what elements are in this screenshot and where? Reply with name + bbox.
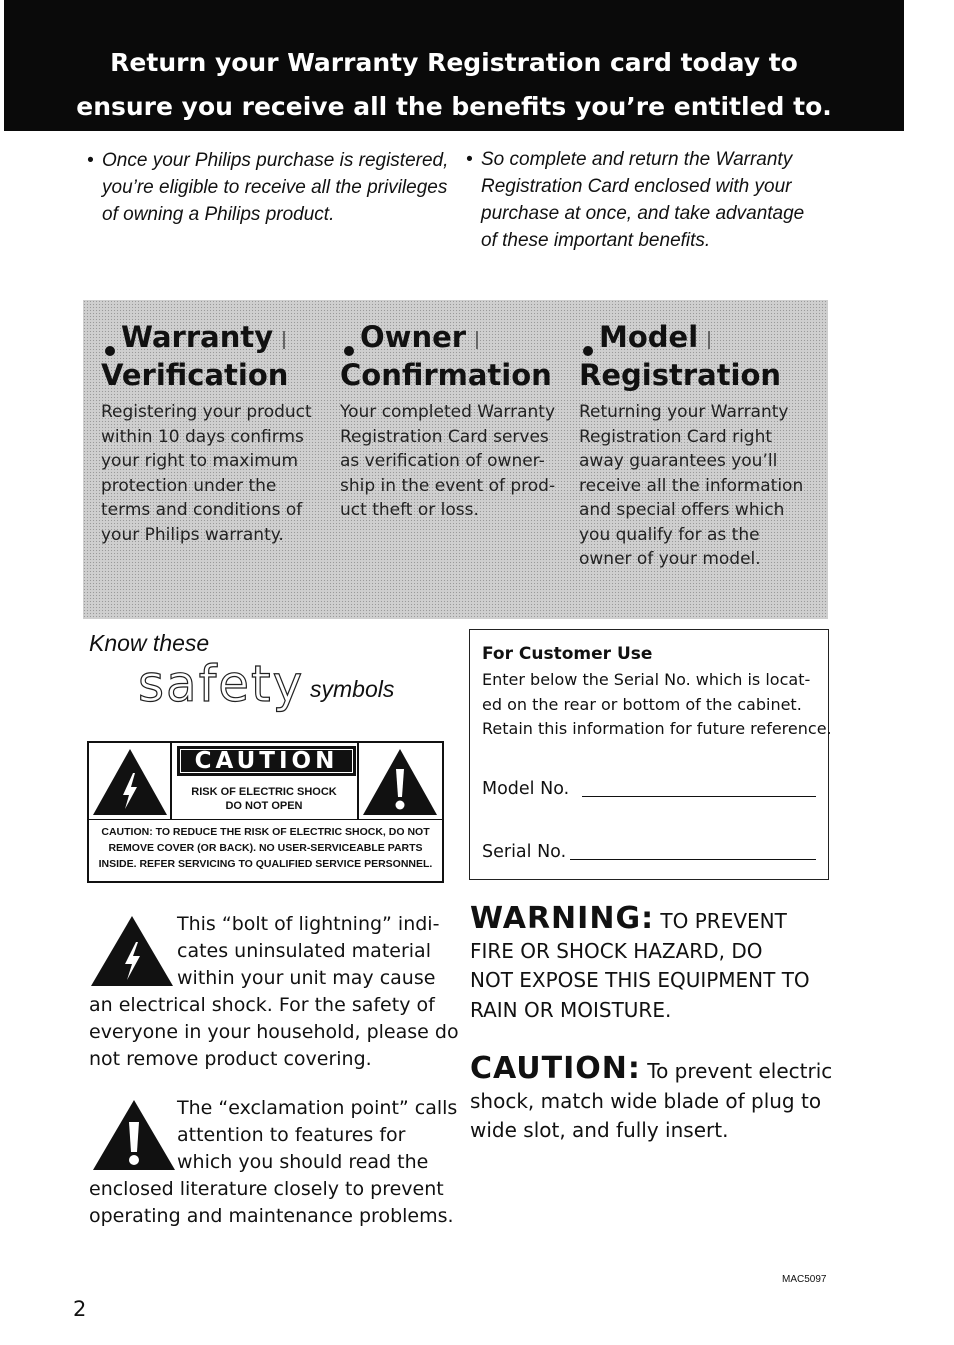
bullet-right: • So complete and return the Warranty Registration Card enclosed with your purchase at once, and take advantage of these important benefits. xyxy=(466,149,805,251)
bullet-right-line: So complete and return the Warranty xyxy=(481,149,793,170)
caution-heading: CAUTION: xyxy=(470,1051,641,1086)
exclamation-line: enclosed literature closely to prevent xyxy=(89,1178,444,1200)
exclamation-line: operating and maintenance problems. xyxy=(89,1205,454,1227)
lightning-triangle-icon xyxy=(89,914,175,988)
banner-line-1: Return your Warranty Registration card today to xyxy=(110,48,798,77)
benefit-model-registration xyxy=(579,318,814,572)
lightning-line: everyone in your household, please do xyxy=(89,1021,459,1043)
warning-line: TO PREVENT xyxy=(660,909,787,933)
warning-line: NOT EXPOSE THIS EQUIPMENT TO xyxy=(470,968,810,992)
benefit-text: Your completed Warranty Registration Card serves as verification of owner- ship in the event of prod- uct theft or loss. xyxy=(340,402,556,520)
caution-label-box xyxy=(87,741,444,883)
caution-label: CAUTION xyxy=(177,746,356,776)
banner-line-2: ensure you receive all the benefits you’re entitled to. xyxy=(76,92,832,121)
lightning-triangle-icon xyxy=(91,747,169,817)
bullet-left-line: of owning a Philips product. xyxy=(102,204,335,225)
benefit-subtitle: Registration xyxy=(579,358,782,392)
bullet-left-line: Once your Philips purchase is registered, xyxy=(102,150,449,171)
header-banner xyxy=(4,0,904,131)
warning-line: FIRE OR SHOCK HAZARD, DO xyxy=(470,938,763,963)
customer-use-title: For Customer Use xyxy=(482,644,653,664)
benefit-title: Owner xyxy=(360,320,467,354)
caution-line: shock, match wide blade of plug to xyxy=(470,1088,822,1113)
benefit-warranty-verification xyxy=(101,318,326,547)
serial-no-field[interactable] xyxy=(570,859,816,860)
model-no-field[interactable] xyxy=(582,796,816,797)
bullet-right-line: purchase at once, and take advantage xyxy=(481,203,805,224)
model-code: MAC5097 xyxy=(782,1274,827,1285)
page-number: 2 xyxy=(73,1297,87,1321)
lightning-line: an electrical shock. For the safety of xyxy=(89,994,435,1016)
caution-body xyxy=(93,824,438,872)
caution-line: To prevent electric xyxy=(647,1059,833,1083)
benefit-text: Returning your Warranty Registration Card right away guarantees you’ll receive all the information and special offers which you qualify for as the owner of your model. xyxy=(579,402,804,569)
exclamation-line: which you should read the xyxy=(177,1151,429,1173)
lightning-line: within your unit may cause xyxy=(177,967,436,989)
benefit-title: Warranty xyxy=(121,320,274,354)
benefit-title: Model xyxy=(599,320,699,354)
lightning-line: This “bolt of lightning” indi- xyxy=(177,913,440,935)
benefit-subtitle: Confirmation xyxy=(340,358,552,392)
warning-block xyxy=(470,901,910,1025)
bullet-left-line: you’re eligible to receive all the privileges xyxy=(102,177,448,198)
benefits-panel xyxy=(83,300,828,619)
safety-word: safety xyxy=(138,655,305,713)
customer-use-box xyxy=(469,629,832,880)
serial-no-label: Serial No. xyxy=(482,842,567,862)
caution-block xyxy=(470,1051,910,1146)
symbols-label: symbols xyxy=(310,676,395,702)
bullet-right-line: of these important benefits. xyxy=(481,230,711,251)
lightning-line: cates uninsulated material xyxy=(177,940,431,962)
exclamation-triangle-icon xyxy=(361,747,439,817)
warning-line: RAIN OR MOISTURE. xyxy=(470,997,672,1022)
caution-line: wide slot, and fully insert. xyxy=(470,1118,729,1142)
caution-body-line: REMOVE COVER (OR BACK). NO USER-SERVICEABLE PARTS xyxy=(108,842,423,854)
caution-body-line: INSIDE. REFER SERVICING TO QUALIFIED SERVICE PERSONNEL. xyxy=(98,858,433,870)
exclamation-triangle-icon xyxy=(91,1098,177,1172)
bullet-right-line: Registration Card enclosed with your xyxy=(481,176,792,197)
bullet-left: • Once your Philips purchase is registered, you’re eligible to receive all the privileges of owning a Philips product. xyxy=(87,150,449,225)
model-no-label: Model No. xyxy=(482,779,570,799)
caution-body-line: CAUTION: TO REDUCE THE RISK OF ELECTRIC SHOCK, DO NOT xyxy=(101,826,430,838)
benefit-text: Registering your product within 10 days confirms your right to maximum protection under the terms and conditions of your Philips warranty. xyxy=(101,402,312,545)
risk-line: RISK OF ELECTRIC SHOCK xyxy=(191,786,337,798)
warning-heading: WARNING: xyxy=(470,901,655,936)
customer-use-text: Enter below the Serial No. which is locat- ed on the rear or bottom of the cabinet. Retain this information for future reference. xyxy=(482,670,832,738)
exclamation-line: The “exclamation point” calls xyxy=(177,1097,458,1119)
exclamation-line: attention to features for xyxy=(177,1124,406,1146)
know-these-label: Know these xyxy=(89,630,210,656)
benefit-owner-confirmation xyxy=(340,318,565,523)
benefit-subtitle: Verification xyxy=(101,358,289,392)
risk-text xyxy=(173,785,355,813)
lightning-line: not remove product covering. xyxy=(89,1048,372,1070)
risk-line: DO NOT OPEN xyxy=(225,800,303,812)
